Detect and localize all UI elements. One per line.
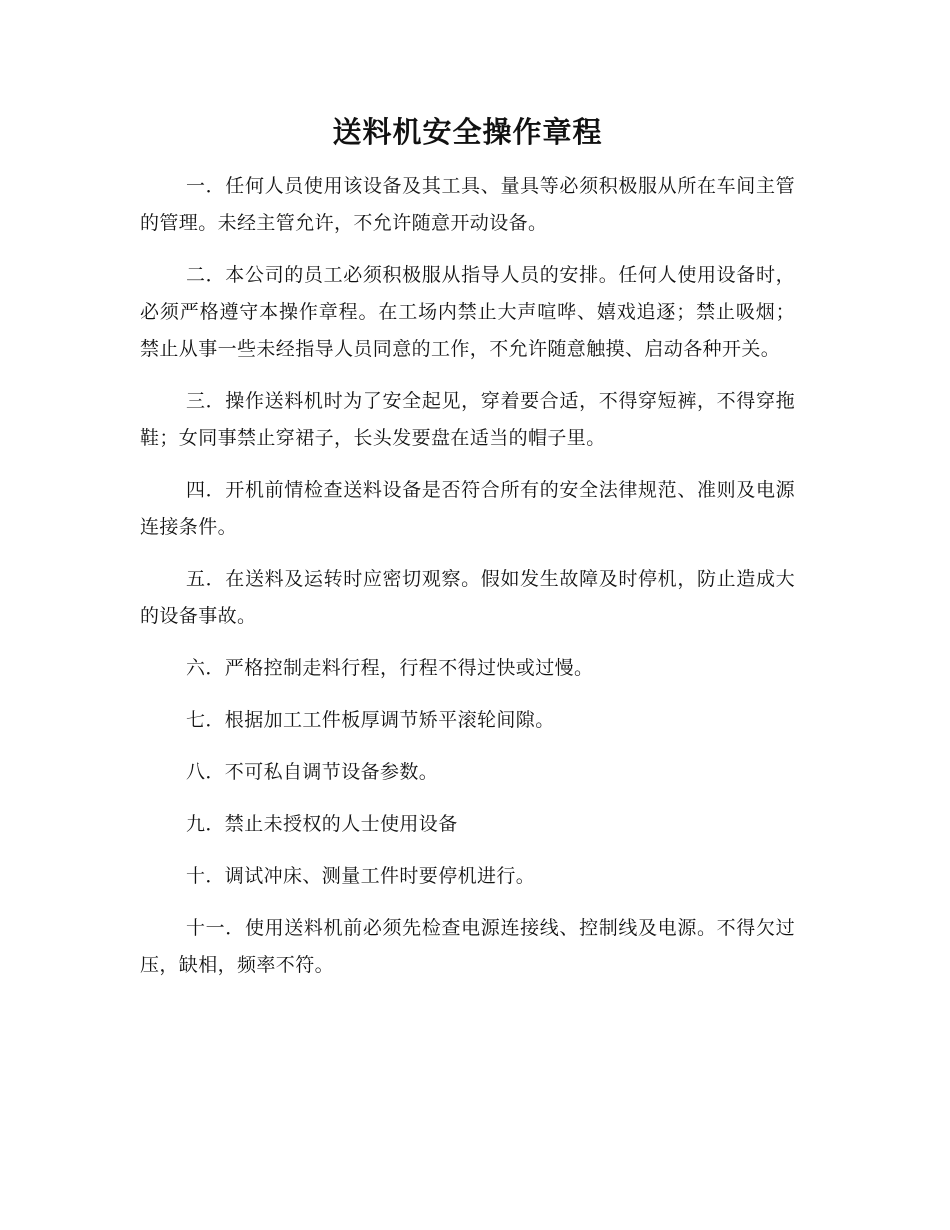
document-page: [140, 108, 795, 999]
rule-item-3: 三．操作送料机时为了安全起见，穿着要合适，不得穿短裤，不得穿拖鞋；女同事禁止穿裙子，长头发要盘在适当的帽子里。: [140, 390, 795, 449]
rule-item-9: 九．禁止未授权的人士使用设备: [186, 813, 458, 835]
document-title: 送料机安全操作章程: [332, 115, 603, 149]
rule-item-4: 四．开机前情检查送料设备是否符合所有的安全法律规范、准则及电源连接条件。: [140, 479, 795, 538]
rule-item-11: 十一．使用送料机前必须先检查电源连接线、控制线及电源。不得欠过压，缺相，频率不符。: [140, 917, 795, 976]
rule-item-1: 一．任何人员使用该设备及其工具、量具等必须积极服从所在车间主管的管理。未经主管允许，不允许随意开动设备。: [140, 175, 795, 234]
rule-item-8: 八．不可私自调节设备参数。: [186, 761, 439, 783]
rule-item-5: 五．在送料及运转时应密切观察。假如发生故障及时停机，防止造成大的设备事故。: [140, 568, 795, 627]
rule-item-2: 二．本公司的员工必须积极服从指导人员的安排。任何人使用设备时，必须严格遵守本操作章程。在工场内禁止大声喧哗、嬉戏追逐；禁止吸烟；禁止从事一些未经指导人员同意的工作，不允许随意触摸、启动各种开关。: [140, 264, 795, 360]
rules-list: [140, 168, 795, 984]
rule-item-6: 六．严格控制走料行程，行程不得过快或过慢。: [186, 657, 594, 679]
rule-item-7: 七．根据加工工件板厚调节矫平滚轮间隙。: [186, 709, 555, 731]
rule-item-10: 十．调试冲床、测量工件时要停机进行。: [186, 865, 536, 887]
